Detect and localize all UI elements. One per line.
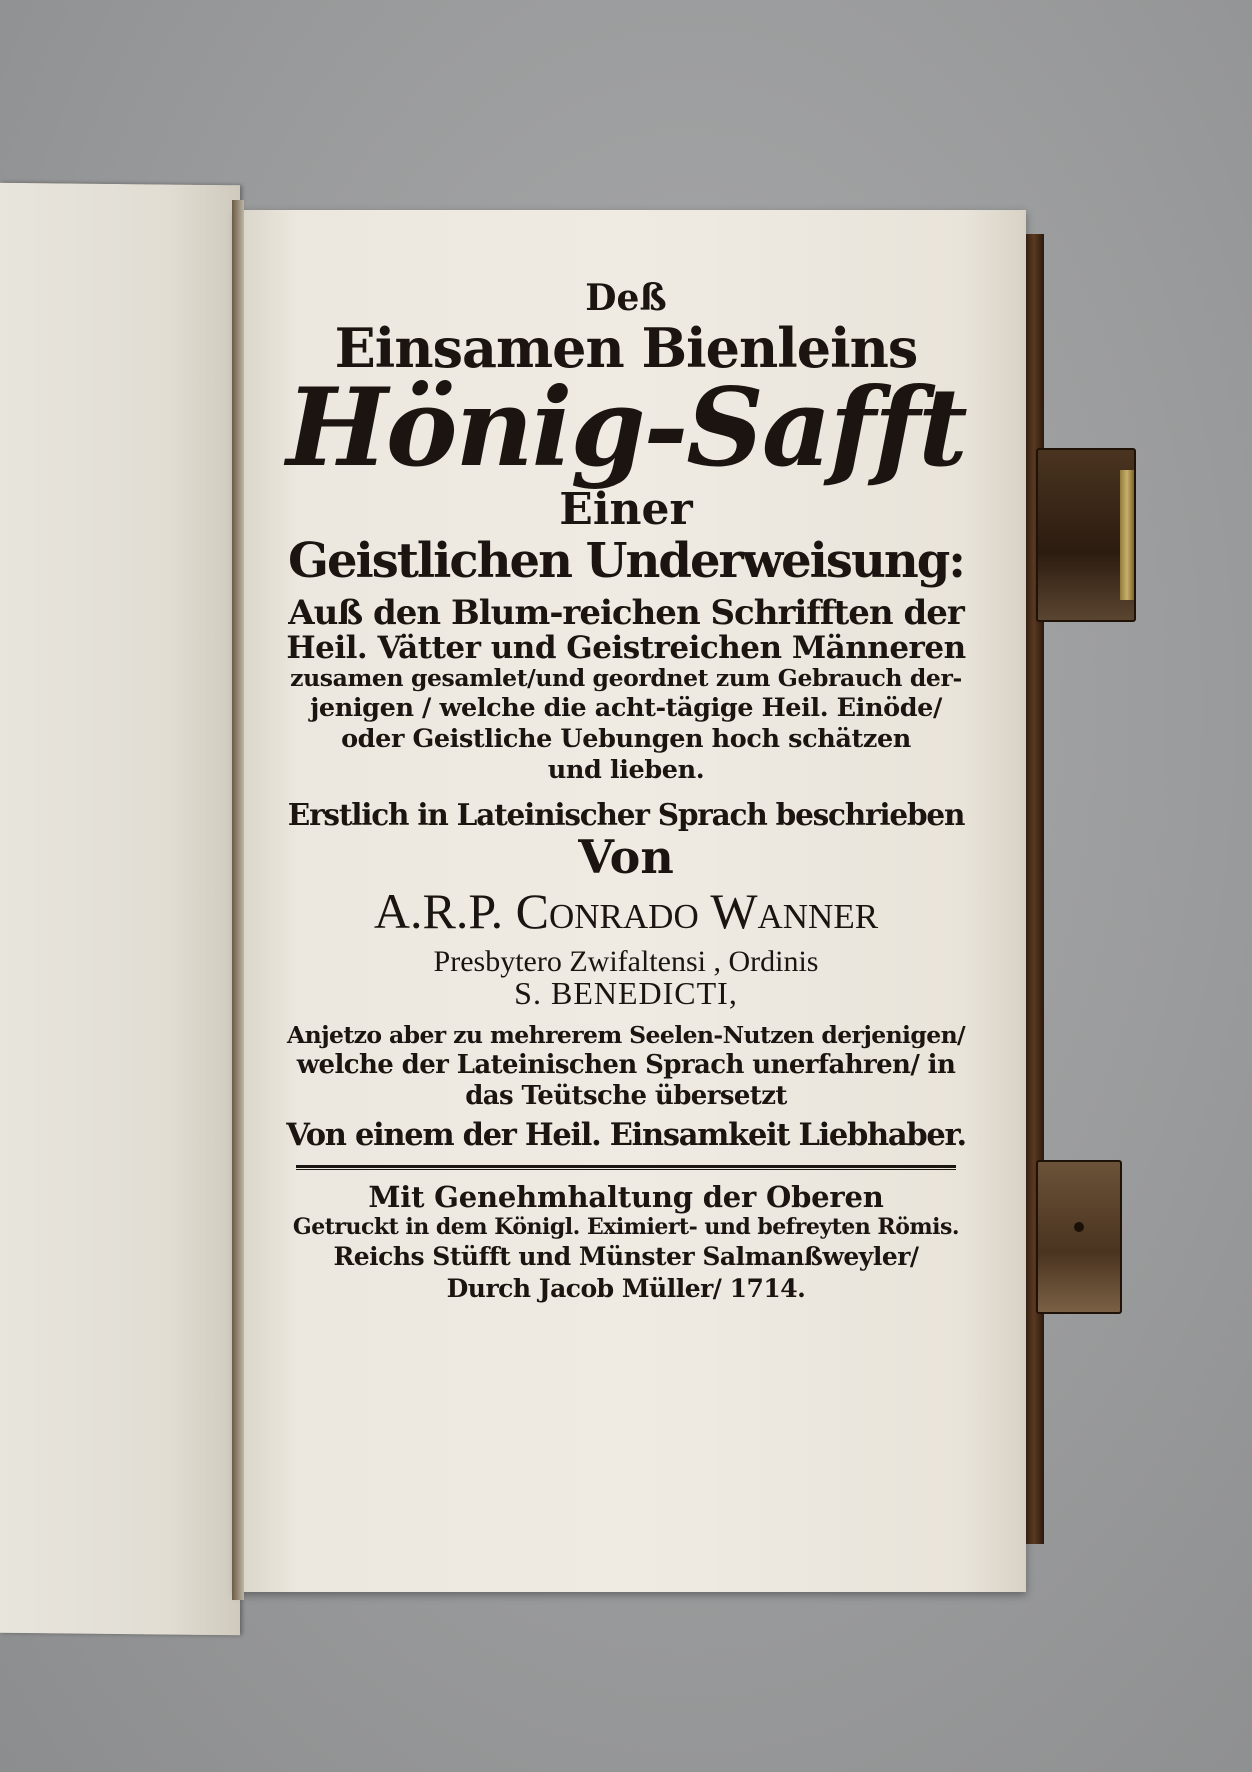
description-line: Auß den Blum-reichen Schrifften der xyxy=(288,592,964,633)
description-line: und lieben. xyxy=(547,755,705,786)
clasp-brass-plate xyxy=(1120,470,1134,600)
description-line: oder Geistliche Uebungen hoch schätzen xyxy=(341,723,911,754)
clasp-top xyxy=(1036,448,1136,622)
translation-line: welche der Lateinischen Sprach unerfahren/ in xyxy=(296,1049,956,1080)
clasp-bottom xyxy=(1036,1160,1122,1314)
imprint-line: Reichs Stüfft und Münster Salmanßweyler/ xyxy=(333,1241,919,1271)
title-line-einsamen: Einsamen Bienleins xyxy=(334,315,918,380)
clasp-pin xyxy=(1074,1222,1084,1232)
left-endpaper xyxy=(0,183,240,1636)
author-order: S. BENEDICTI, xyxy=(514,975,738,1012)
author-affiliation: Presbytero Zwifaltensi , Ordinis xyxy=(433,944,819,978)
book-gutter xyxy=(232,200,244,1600)
author-name: A.R.P. Conrado Wanner xyxy=(373,883,879,940)
title-line-dess: Deß xyxy=(585,277,667,319)
approbation-line: Mit Genehmhaltung der Oberen xyxy=(368,1180,884,1215)
title-line-einer: Einer xyxy=(559,484,693,536)
origin-line: Erstlich in Lateinischer Sprach beschrieben xyxy=(287,797,965,833)
subtitle: Geistlichen Underweisung: xyxy=(287,532,965,589)
main-title: Hönig-Safft xyxy=(286,365,966,492)
translation-line: das Teütsche übersetzt xyxy=(465,1081,787,1112)
title-text-block xyxy=(286,277,966,1305)
description-line: Heil. Vätter und Geistreichen Männeren xyxy=(286,629,966,666)
description-line: jenigen / welche die acht-tägige Heil. Einöde/ xyxy=(310,692,942,723)
imprint-date-line: Durch Jacob Müller/ 1714. xyxy=(446,1273,806,1303)
imprint-line: Getruckt in dem Königl. Eximiert- und befreyten Römis. xyxy=(292,1213,960,1240)
description-line: zusamen gesamlet/und geordnet zum Gebrauch der- xyxy=(290,664,962,693)
divider-rule xyxy=(296,1165,956,1170)
translator-line: Von einem der Heil. Einsamkeit Liebhaber. xyxy=(286,1117,966,1154)
translation-line: Anjetzo aber zu mehrerem Seelen-Nutzen derjenigen/ xyxy=(286,1021,966,1050)
right-board xyxy=(1024,234,1044,1544)
by-line: Von xyxy=(578,830,674,885)
